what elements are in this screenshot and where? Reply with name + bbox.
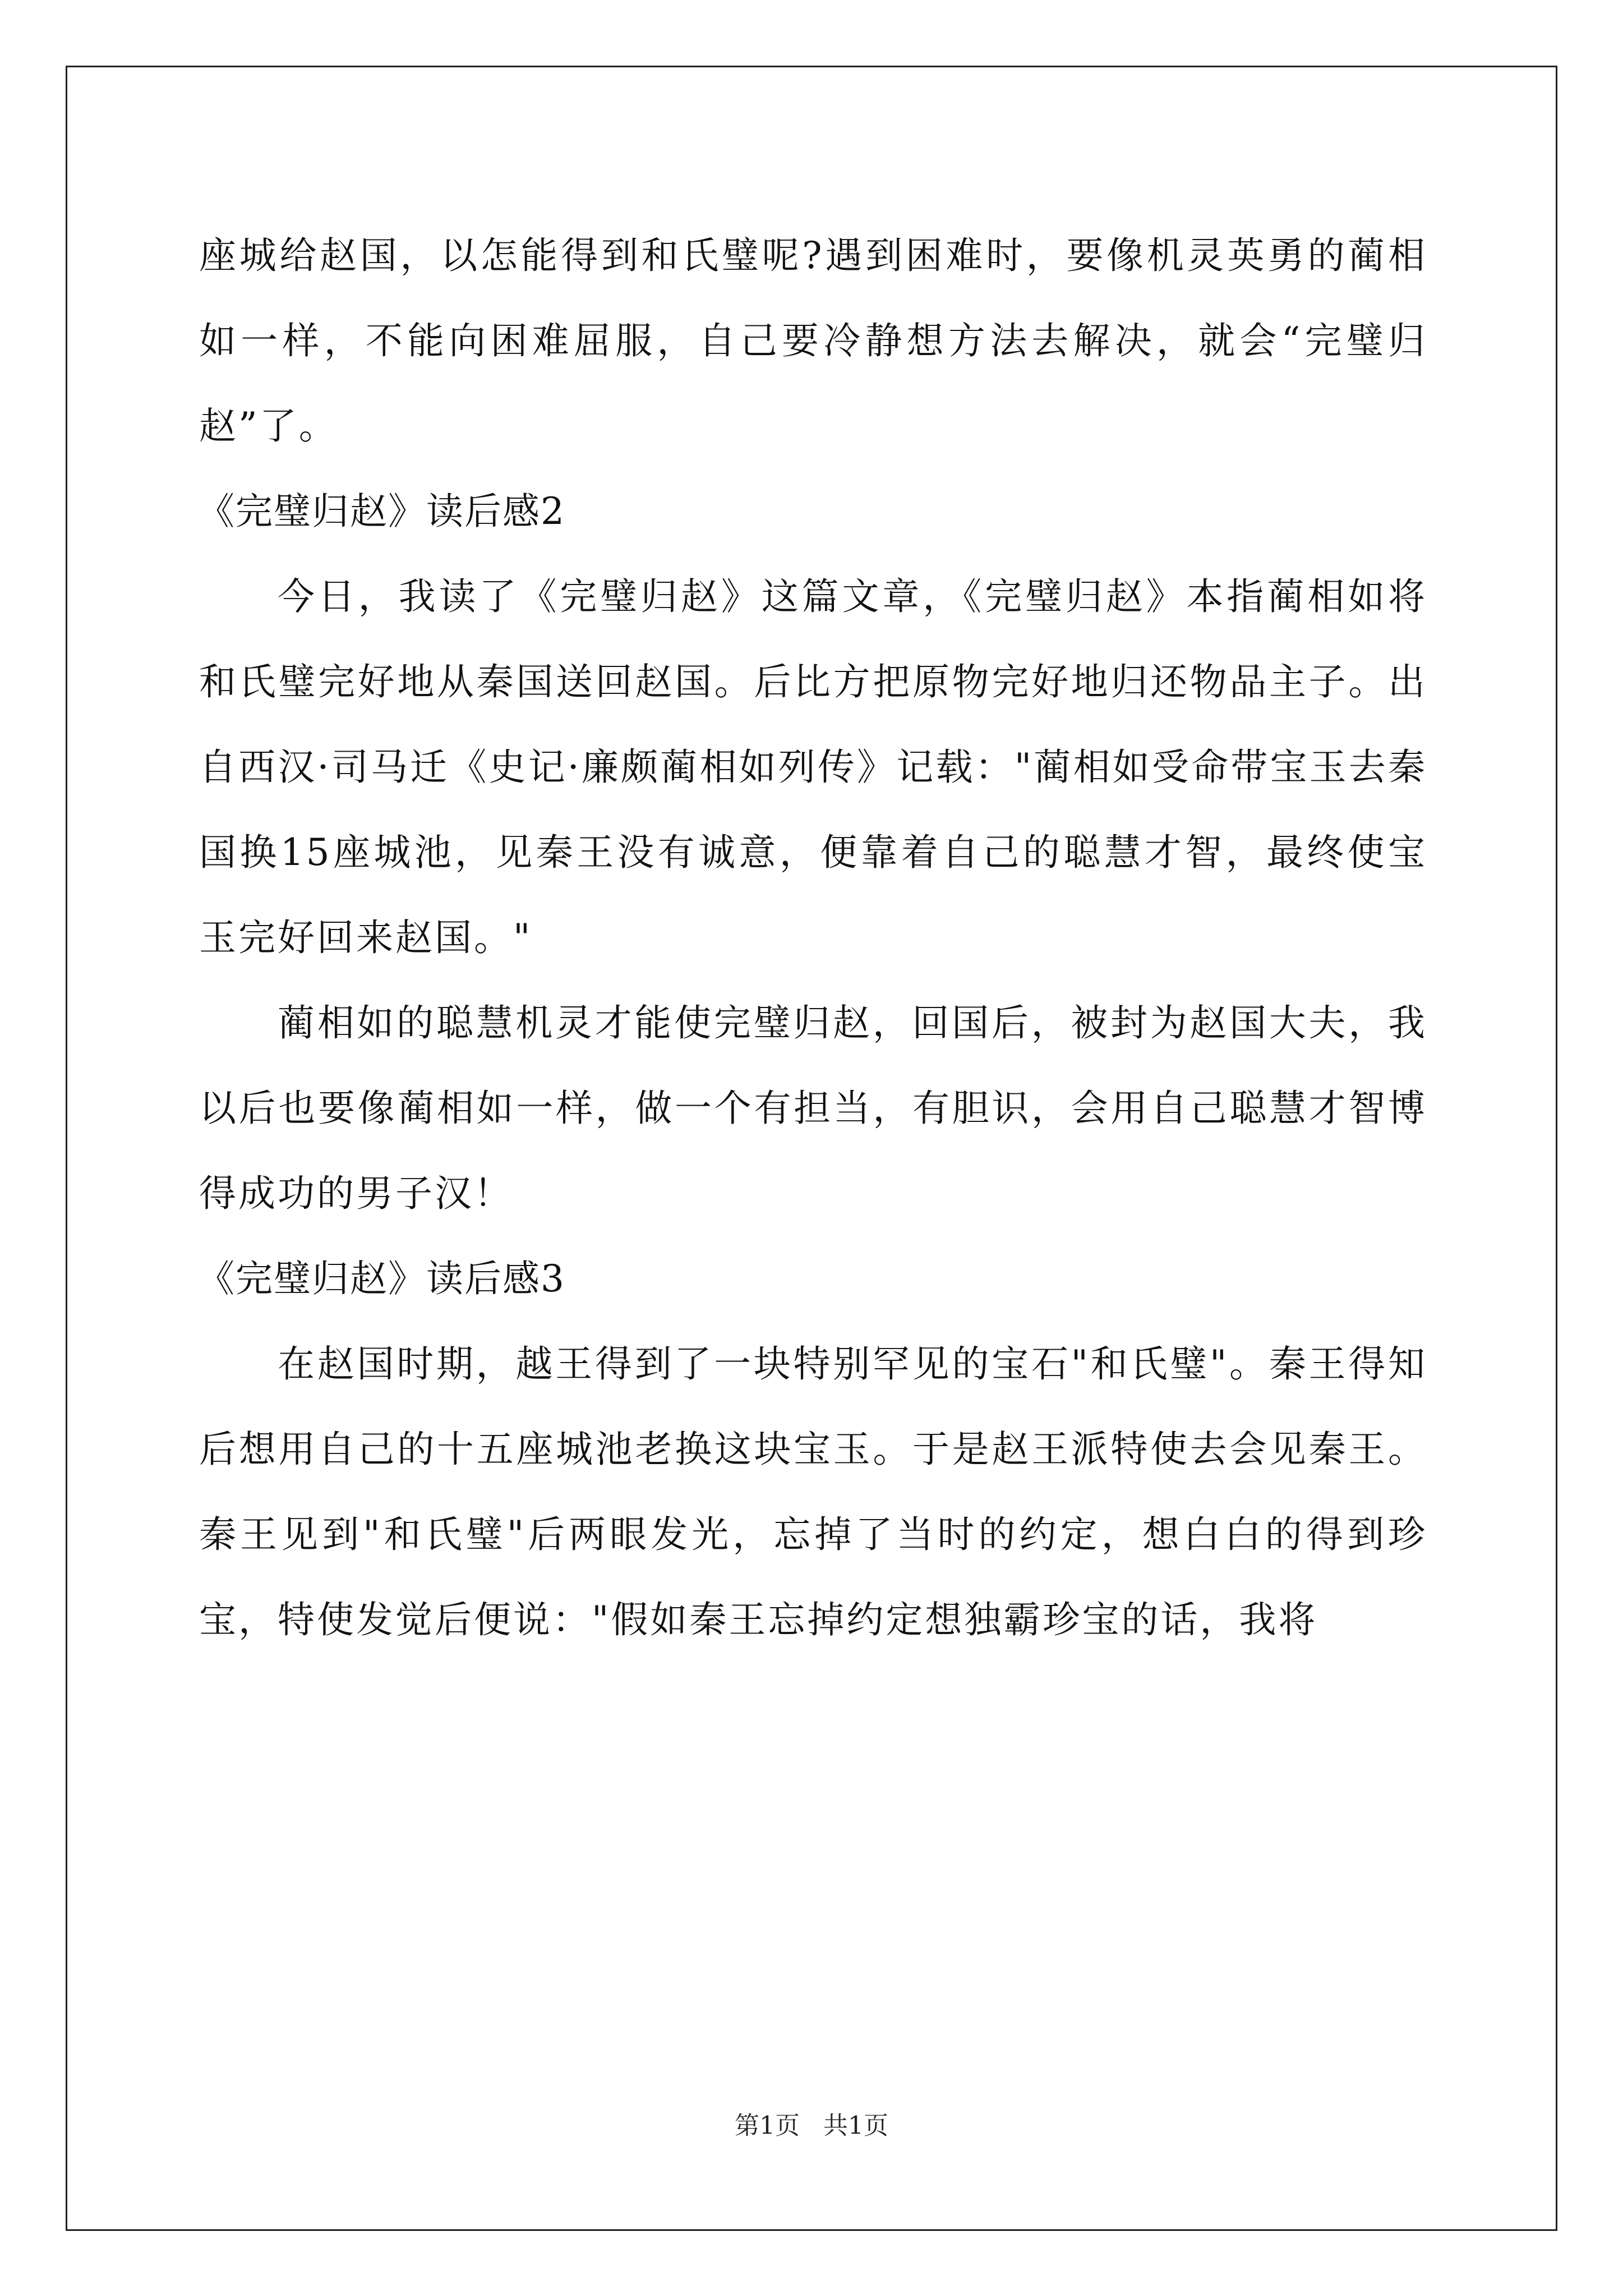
document-body [199, 213, 1427, 1663]
section-heading-3: 《完璧归赵》读后感3 [197, 1257, 565, 1300]
page-number-current: 第1页 [735, 2111, 800, 2140]
section-heading-2: 《完璧归赵》读后感2 [197, 490, 565, 533]
paragraph-continuation: 座城给赵国，以怎能得到和氏璧呢?遇到困难时，要像机灵英勇的蔺相如一样，不能向困难屈服，自己要冷静想方法去解决，就会“完璧归赵”了。 [199, 234, 1427, 448]
paragraph-2-1: 今日，我读了《完璧归赵》这篇文章，《完璧归赵》本指蔺相如将和氏璧完好地从秦国送回赵国。后比方把原物完好地归还物品主子。出自西汉·司马迁《史记·廉颇蔺相如列传》记载："蔺相如受命带宝玉去秦国换15座城池，见秦王没有诚意，便靠着自己的聪慧才智，最终使宝玉完好回来赵国。" [199, 575, 1427, 959]
page-footer [0, 2109, 1623, 2143]
paragraph-3-1: 在赵国时期，越王得到了一块特别罕见的宝石"和氏璧"。秦王得知后想用自己的十五座城池老换这块宝玉。于是赵王派特使去会见秦王。秦王见到"和氏璧"后两眼发光，忘掉了当时的约定，想白白的得到珍宝，特使发觉后便说："假如秦王忘掉约定想独霸珍宝的话，我将 [199, 1342, 1427, 1641]
page-number-total: 共1页 [823, 2111, 888, 2140]
paragraph-2-2: 蔺相如的聪慧机灵才能使完璧归赵，回国后，被封为赵国大夫，我以后也要像蔺相如一样，做一个有担当，有胆识，会用自己聪慧才智博得成功的男子汉！ [199, 1001, 1427, 1215]
